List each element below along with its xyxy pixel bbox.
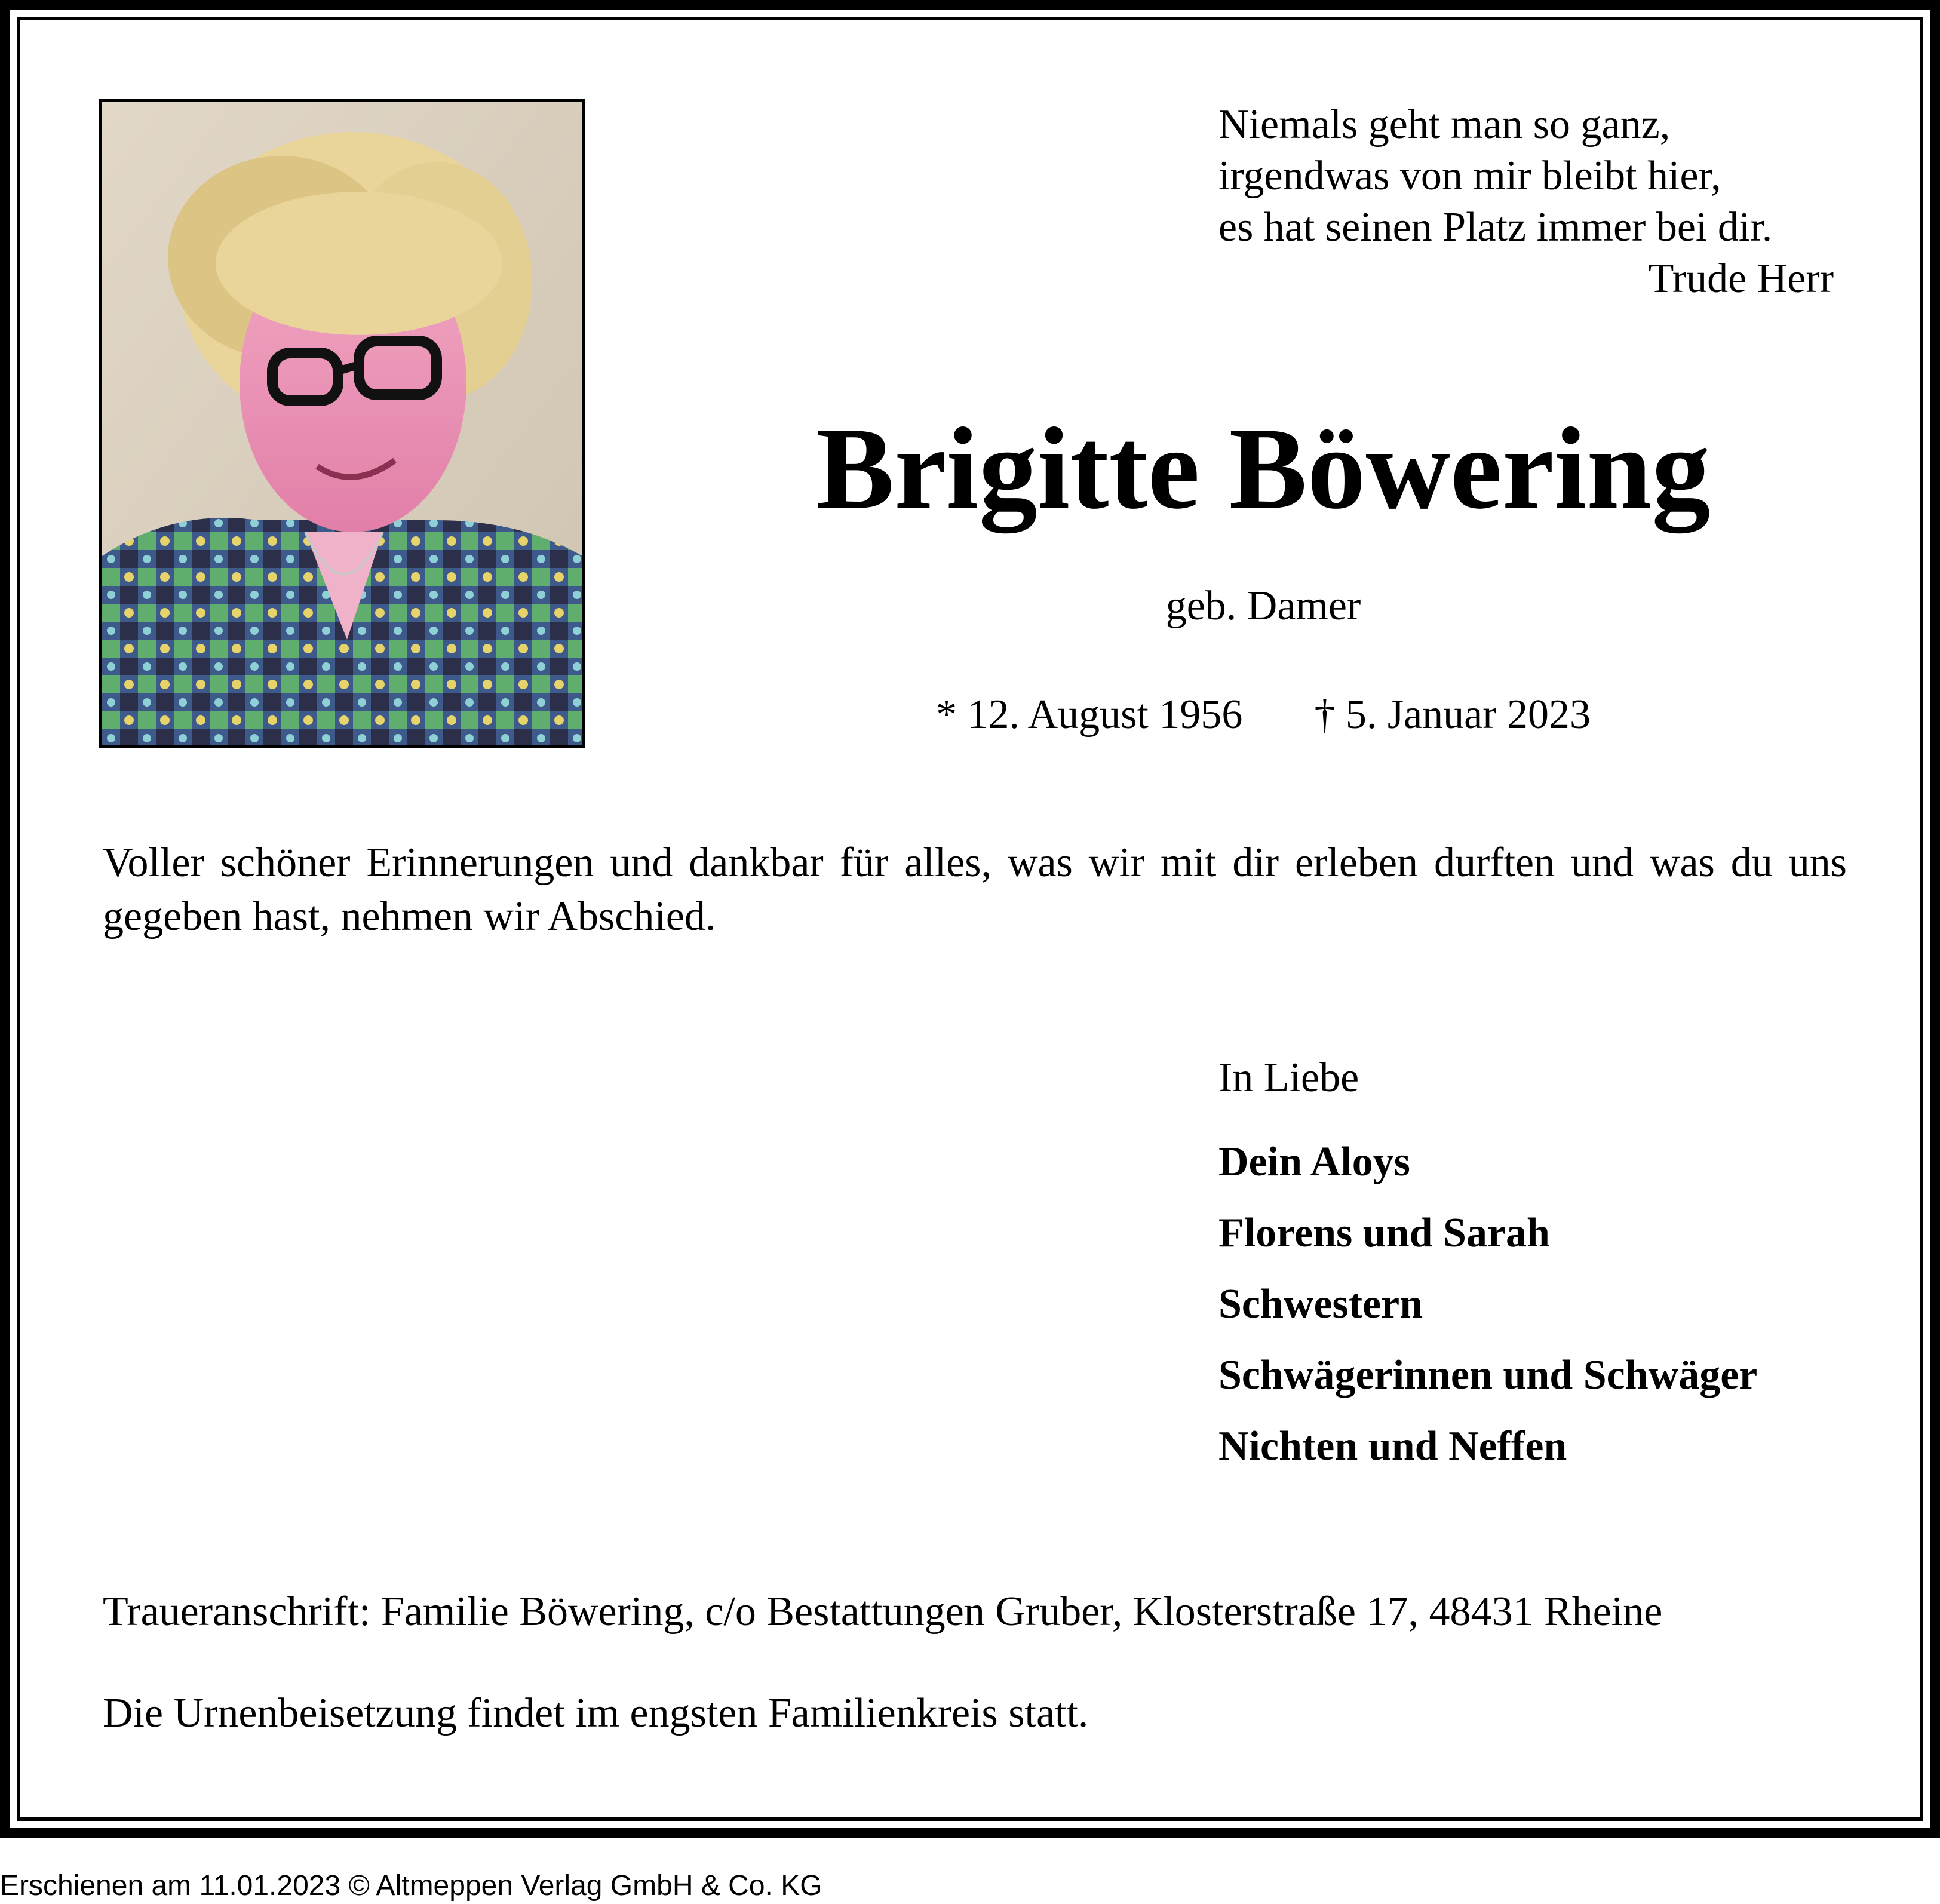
quote-line: Niemals geht man so ganz, [1218, 102, 1671, 148]
farewell-message: Voller schöner Erinnerungen und dankbar für alles, was wir mit dir erleben durften und was du uns gegeben hast, nehmen wir Abschied. [103, 840, 1847, 939]
memorial-quote [1218, 99, 1834, 305]
portrait-photo [99, 99, 585, 748]
birth-date: * 12. August 1956 [935, 692, 1243, 738]
publication-footer: Erschienen am 11.01.2023 © Altmeppen Verlag GmbH & Co. KG [0, 1870, 822, 1902]
mourner-name: Schwestern [1218, 1281, 1423, 1327]
mourners-intro: In Liebe [1218, 1055, 1359, 1101]
mourner-name: Dein Aloys [1218, 1139, 1410, 1185]
life-dates [597, 688, 1929, 742]
mourners-list [1218, 1051, 1905, 1482]
mourner-name: Schwägerinnen und Schwäger [1218, 1352, 1758, 1398]
mourning-address: Traueranschrift: Familie Böwering, c/o Bestattungen Gruber, Klosterstraße 17, 48431 Rheine [103, 1589, 1663, 1635]
birth-name: geb. Damer [1165, 583, 1361, 629]
mourner-name: Nichten und Neffen [1218, 1423, 1567, 1469]
quote-author: Trude Herr [1648, 256, 1834, 302]
deceased-name: Brigitte Böwering [816, 404, 1711, 533]
mourner-name: Florens und Sarah [1218, 1210, 1550, 1256]
burial-notice: Die Urnenbeisetzung findet im engsten Familienkreis statt. [103, 1690, 1089, 1736]
death-date: † 5. Januar 2023 [1314, 692, 1591, 738]
quote-line: irgendwas von mir bleibt hier, [1218, 153, 1721, 199]
quote-line: es hat seinen Platz immer bei dir. [1218, 204, 1773, 250]
